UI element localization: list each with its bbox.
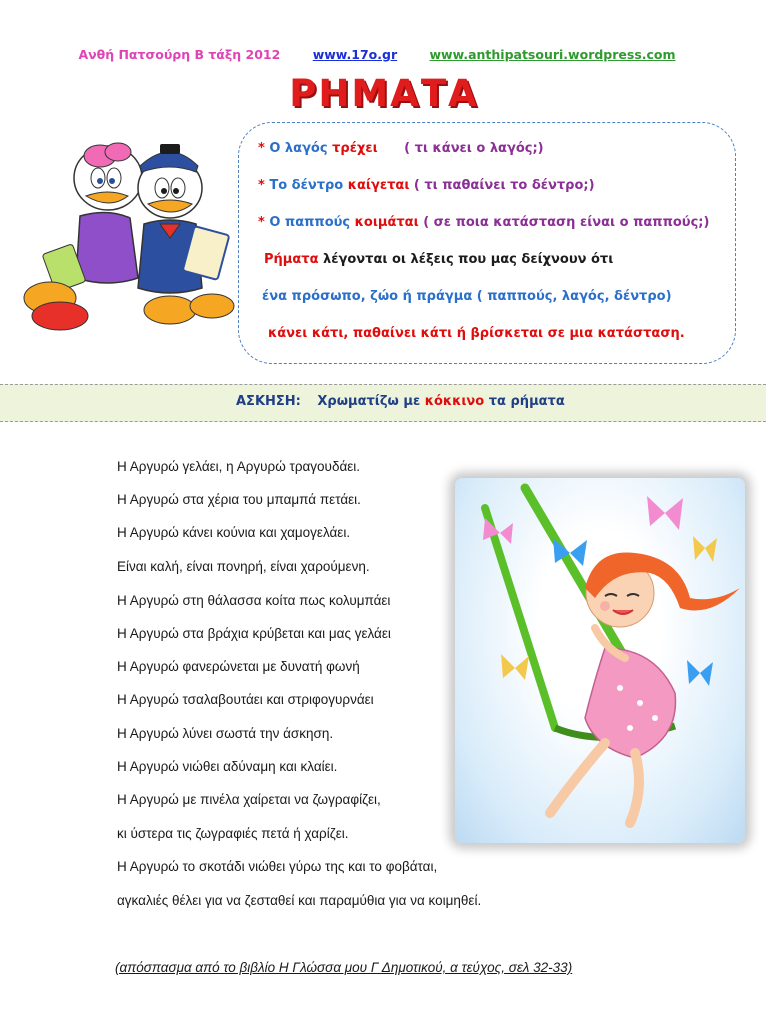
exercise-instruction: ΑΣΚΗΣΗ: Χρωματίζω με κόκκινο τα ρήματα	[236, 394, 565, 409]
butterfly-icon	[693, 536, 717, 562]
poem-line: Η Αργυρώ στη θάλασσα κοίτα πως κολυμπάει	[117, 593, 391, 608]
poem-line: Η Αργυρώ το σκοτάδι νιώθει γύρω της και το φοβάται,	[117, 859, 438, 874]
example-1: * Ο λαγός τρέχει ( τι κάνει ο λαγός;)	[258, 141, 544, 156]
poem-line: Η Αργυρώ με πινέλα χαίρεται να ζωγραφίζει,	[117, 792, 381, 807]
link-17o[interactable]: www.17o.gr	[312, 47, 398, 62]
rule-line-3: κάνει κάτι, παθαίνει κάτι ή βρίσκεται σε μια κατάσταση.	[268, 326, 685, 341]
rule-line-1: Ρήματα λέγονται οι λέξεις που μας δείχνουν ότι	[264, 252, 614, 267]
poem-line: Η Αργυρώ στα βράχια κρύβεται και μας γελάει	[117, 626, 391, 641]
poem-line: αγκαλιές θέλει για να ζεσταθεί και παραμύθια για να κοιμηθεί.	[117, 893, 482, 908]
poem-line: Η Αργυρώ λύνει σωστά την άσκηση.	[117, 726, 334, 741]
link-blog[interactable]: www.anthipatsouri.wordpress.com	[429, 47, 676, 62]
poem-line: Η Αργυρώ γελάει, η Αργυρώ τραγουδάει.	[117, 459, 361, 474]
duck-reading-illustration	[20, 138, 235, 333]
poem-line: Η Αργυρώ τσαλαβουτάει και στριφογυρνάει	[117, 692, 374, 707]
poem-line: κι ύστερα τις ζωγραφιές πετά ή χαρίζει.	[117, 826, 349, 841]
poem-line: Είναι καλή, είναι πονηρή, είναι χαρούμενη.	[117, 559, 370, 574]
rule-line-2: ένα πρόσωπο, ζώο ή πράγμα ( παππούς, λαγός, δέντρο)	[262, 289, 672, 304]
example-3: * Ο παππούς κοιμάται ( σε ποια κατάσταση είναι ο παππούς;)	[258, 215, 710, 230]
swing-illustration-frame	[455, 478, 745, 843]
poem-line: Η Αργυρώ κάνει κούνια και χαμογελάει.	[117, 525, 351, 540]
butterfly-icon	[687, 660, 713, 686]
butterfly-icon	[501, 654, 529, 680]
butterfly-icon	[647, 496, 683, 530]
girl-swing-illustration	[455, 478, 745, 843]
poem-line: Η Αργυρώ φανερώνεται με δυνατή φωνή	[117, 659, 360, 674]
example-2: * Το δέντρο καίγεται ( τι παθαίνει το δέντρο;)	[258, 178, 595, 193]
source-citation: (απόσπασμα από το βιβλίο Η Γλώσσα μου Γ Δημοτικού, α τεύχος, σελ 32-33)	[115, 960, 573, 975]
author-credit: Ανθή Πατσούρη Β τάξη 2012	[78, 47, 281, 62]
poem-line: Η Αργυρώ νιώθει αδύναμη και κλαίει.	[117, 759, 338, 774]
page-title: ΡΗΜΑΤΑ	[289, 72, 479, 115]
poem-line: Η Αργυρώ στα χέρια του μπαμπά πετάει.	[117, 492, 361, 507]
page-header	[0, 47, 768, 62]
